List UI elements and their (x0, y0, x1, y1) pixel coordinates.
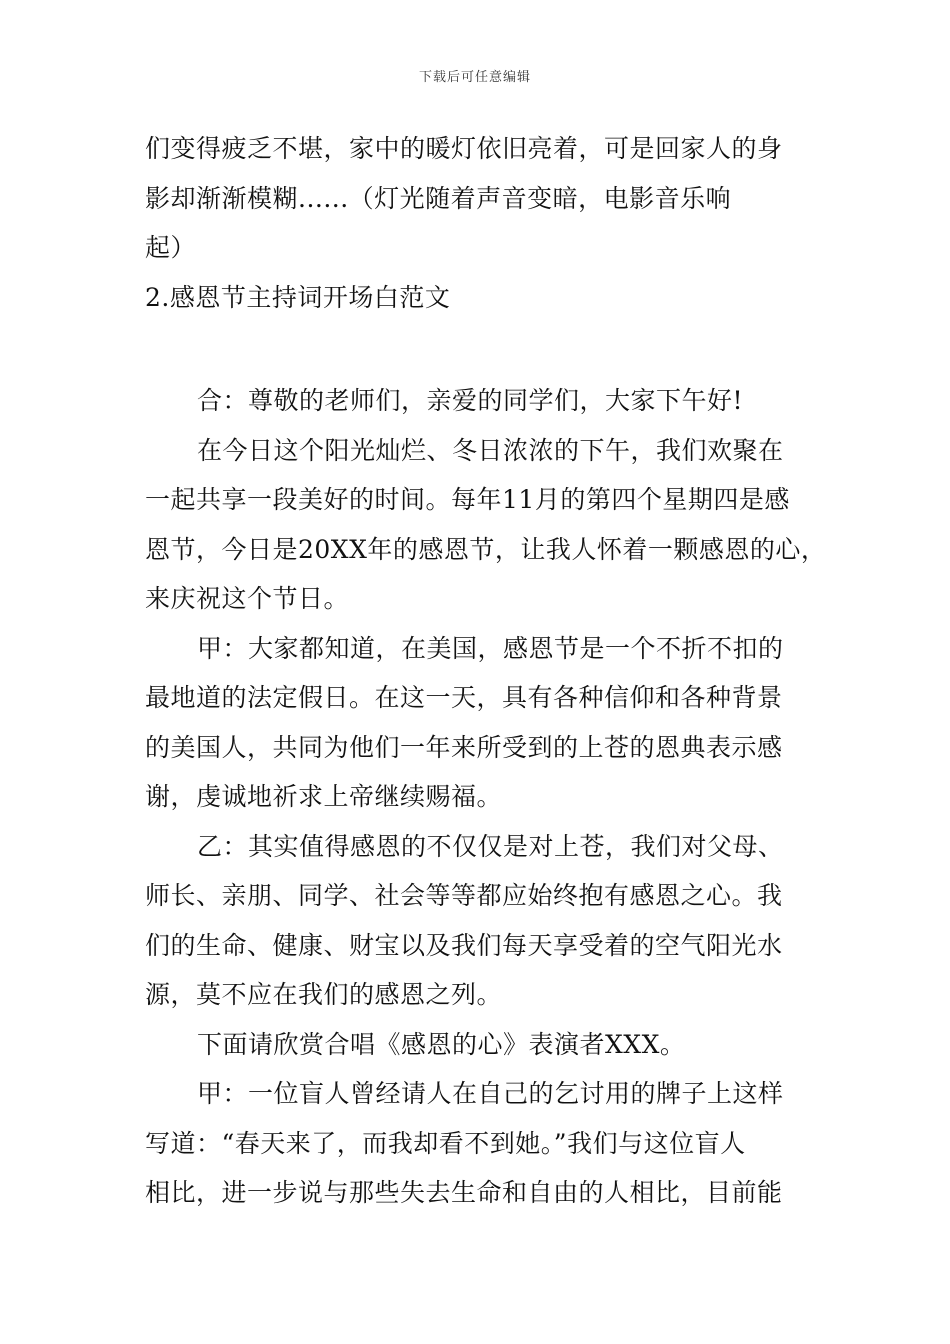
text-line: 起） (145, 233, 197, 262)
paragraph-greeting (145, 376, 813, 426)
paragraph-jia-2 (145, 1069, 813, 1218)
spacer (145, 322, 813, 376)
section-heading (145, 273, 813, 323)
paragraph-jia-1 (145, 624, 813, 822)
text-line: 甲：大家都知道，在美国，感恩节是一个不折不扣的 (197, 633, 784, 663)
text-line: 们的生命、健康、财宝以及我们每天享受着的空气阳光水 (145, 930, 783, 960)
text-line: 们变得疲乏不堪，家中的暖灯依旧亮着，可是回家人的身 (145, 134, 783, 163)
text-line: 恩节，今日是20XX年的感恩节，让我人怀着一颗感恩的心， (145, 534, 827, 564)
page-header-note: 下载后可任意编辑 (418, 70, 531, 85)
text-line: 甲：一位盲人曾经请人在自己的乞讨用的牌子上这样 (197, 1079, 784, 1108)
paragraph-continuation (145, 124, 813, 273)
text-line: 合：尊敬的老师们，亲爱的同学们，大家下午好! (197, 386, 744, 415)
text-line: 在今日这个阳光灿烂、冬日浓浓的下午，我们欢聚在 (197, 435, 784, 465)
document-body (145, 124, 827, 1218)
text-line: 源，莫不应在我们的感恩之列。 (145, 980, 503, 1009)
text-line: 相比，进一步说与那些失去生命和自由的人相比，目前能 (145, 1178, 783, 1207)
paragraph-intro (145, 426, 827, 624)
paragraph-performance (145, 1020, 813, 1070)
text-line: 影却渐渐模糊......（灯光随着声音变暗，电影音乐响 (145, 183, 732, 213)
text-line: 下面请欣赏合唱《感恩的心》表演者XXX。 (197, 1029, 686, 1059)
paragraph-yi (145, 822, 813, 1020)
text-line: 写道：“春天来了，而我却看不到她。”我们与这位盲人 (145, 1128, 746, 1158)
text-line: 师长、亲朋、同学、社会等等都应始终抱有感恩之心。我 (145, 881, 783, 910)
text-line: 最地道的法定假日。在这一天，具有各种信仰和各种背景 (145, 683, 783, 712)
text-line: 乙：其实值得感恩的不仅仅是对上苍，我们对父母、 (197, 831, 784, 861)
text-line: 一起共享一段美好的时间。每年11月的第四个星期四是感 (145, 485, 790, 514)
text-line: 谢，虔诚地祈求上帝继续赐福。 (145, 782, 503, 811)
text-line: 的美国人，共同为他们一年来所受到的上苍的恩典表示感 (145, 732, 783, 762)
text-line: 来庆祝这个节日。 (145, 584, 350, 613)
heading-text: 2.感恩节主持词开场白范文 (145, 282, 451, 312)
